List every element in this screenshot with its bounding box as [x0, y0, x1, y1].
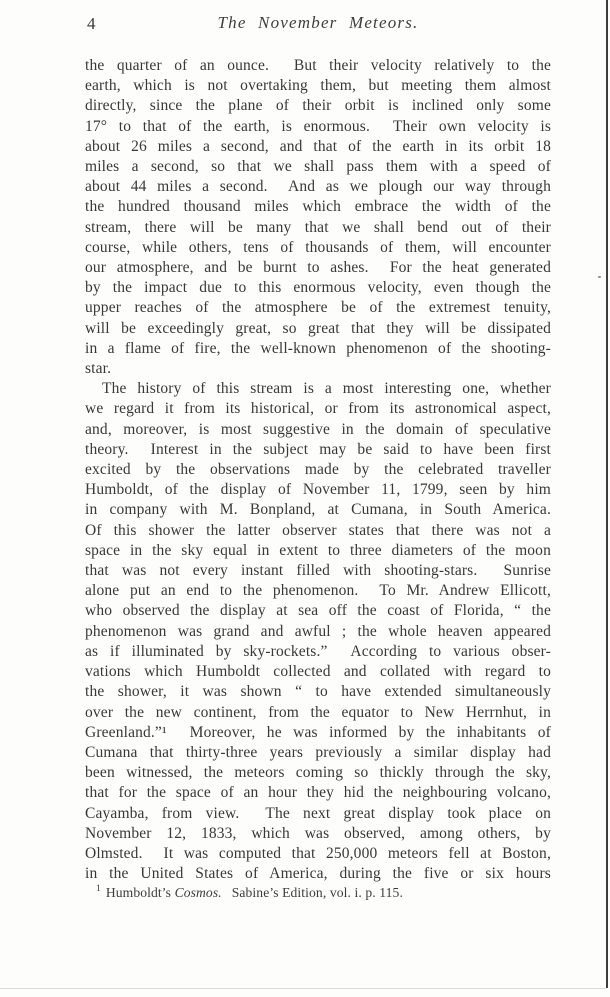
text-line: November 12, 1833, which was observed, among others, by: [85, 824, 551, 842]
text-line: Cumana that thirty-three years previously a similar display had: [85, 743, 551, 761]
text-line: the hundred thousand miles which embrace the width of the: [85, 198, 551, 216]
text-line: earth, which is not overtaking them, but meeting them almost: [85, 77, 551, 95]
text-line: our atmosphere, and be burnt to ashes. For the heat generated: [85, 259, 551, 277]
scan-bottom-line: [0, 988, 606, 989]
page-body: [85, 56, 551, 884]
text-line: over the new continent, from the equator to New Herrnhut, in: [85, 703, 551, 721]
footnote-text-after: Sabine’s Edition, vol. i. p. 115.: [231, 885, 403, 900]
scan-artifact-speck: [598, 276, 601, 278]
text-line: star.: [85, 360, 112, 378]
text-line: Olmsted. It was computed that 250,000 meteors fell at Boston,: [85, 844, 551, 862]
text-line: alone put an end to the phenomenon. To Mr. Andrew Ellicott,: [85, 582, 551, 600]
text-line: about 44 miles a second. And as we plough our way through: [85, 178, 551, 196]
text-line: in the United States of America, during the five or six hours: [85, 865, 551, 883]
text-line: and, moreover, is most suggestive in the domain of speculative: [85, 420, 551, 438]
footnote: [85, 885, 562, 901]
text-line: theory. Interest in the subject may be said to have been first: [85, 440, 551, 458]
text-line: The history of this stream is a most interesting one, whether: [102, 380, 551, 398]
text-line: by the impact due to this enormous velocity, even though the: [85, 279, 551, 297]
text-line: 17° to that of the earth, is enormous. Their own velocity is: [85, 117, 551, 135]
footnote-text-before: Humboldt’s: [105, 885, 175, 900]
text-line: stream, there will be many that we shall bend out of their: [85, 218, 551, 236]
text-line: upper reaches of the atmosphere be of the extremest tenuity,: [85, 299, 551, 317]
text-line: in a flame of fire, the well-known phenomenon of the shooting-: [85, 339, 551, 357]
paragraph-2: [85, 379, 551, 884]
text-line: the shower, it was shown “ to have extended simultaneously: [85, 683, 551, 701]
text-line: miles a second, so that we shall pass them with a speed of: [85, 158, 551, 176]
text-line: as if illuminated by sky-rockets.” According to various obser-: [85, 642, 551, 660]
text-line: directly, since the plane of their orbit is inclined only some: [85, 97, 551, 115]
text-line: about 26 miles a second, and that of the earth in its orbit 18: [85, 137, 551, 155]
text-line: that for the space of an hour they hid the neighbouring volcano,: [85, 784, 551, 802]
text-line: Greenland.”¹ Moreover, he was informed by the inhabitants of: [85, 723, 551, 741]
page-header: [85, 13, 551, 39]
text-line: Cayamba, from view. The next great display took place on: [85, 804, 551, 822]
text-line: excited by the observations made by the celebrated traveller: [85, 461, 551, 479]
text-line: course, while others, tens of thousands of them, will encounter: [85, 238, 551, 256]
text-line: phenomenon was grand and awful ; the whole heaven appeared: [85, 622, 551, 640]
footnote-marker: 1: [96, 884, 101, 895]
text-line: been witnessed, the meteors coming so thickly through the sky,: [85, 764, 551, 782]
text-line: space in the sky equal in extent to three diameters of the moon: [85, 541, 551, 559]
text-line: that was not every instant filled with shooting-stars. Sunrise: [85, 562, 551, 580]
text-line: Humboldt, of the display of November 11, 1799, seen by him: [85, 481, 551, 499]
text-line: vations which Humboldt collected and collated with regard to: [85, 663, 551, 681]
text-line: who observed the display at sea off the coast of Florida, “ the: [85, 602, 551, 620]
scan-edge-line: [606, 0, 608, 988]
text-line: the quarter of an ounce. But their velocity relatively to the: [85, 57, 551, 74]
text-line: we regard it from its historical, or from its astronomical aspect,: [85, 400, 551, 418]
page-number: 4: [87, 14, 96, 33]
paragraph-1: [85, 56, 551, 379]
text-line: Of this shower the latter observer states that there was not a: [85, 521, 551, 539]
running-title: The November Meteors.: [217, 13, 419, 32]
footnote-italic-title: Cosmos.: [174, 885, 222, 900]
text-line: will be exceedingly great, so great that they will be dissipated: [85, 319, 551, 337]
text-line: in company with M. Bonpland, at Cumana, in South America.: [85, 501, 551, 519]
